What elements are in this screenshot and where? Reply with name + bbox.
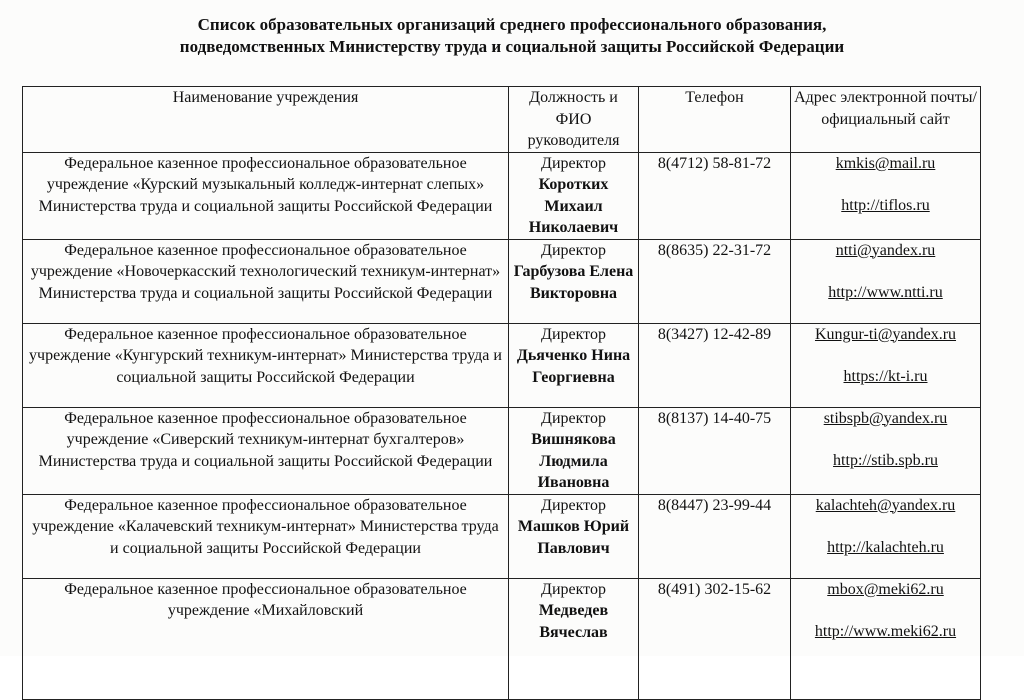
- website-link[interactable]: http://tiflos.ru: [841, 197, 930, 214]
- email-link[interactable]: ntti@yandex.ru: [835, 241, 936, 259]
- table-row: [23, 407, 981, 494]
- header-phone: Телефон: [639, 87, 791, 153]
- institution-name: Федеральное казенное профессиональное образовательное учреждение «Сиверский техникум-интернат бухгалтеров» Министерства труда и социальной защиты Российской Федерации: [23, 407, 509, 494]
- institution-name: Федеральное казенное профессиональное образовательное учреждение «Новочеркасский технологический техникум-интернат» Министерства труда и социальной защиты Российской Федерации: [23, 239, 509, 323]
- phone-number: 8(4712) 58-81-72: [639, 152, 791, 239]
- head-position: Директор: [541, 241, 606, 259]
- header-institution-name: Наименование учреждения: [23, 87, 509, 153]
- website-link[interactable]: http://www.meki62.ru: [814, 623, 957, 640]
- website-link[interactable]: http://www.ntti.ru: [828, 284, 943, 301]
- contacts-cell: [791, 323, 981, 407]
- head-cell: [509, 323, 639, 407]
- institution-name: Федеральное казенное профессиональное образовательное учреждение «Кунгурский техникум-интернат» Министерства труда и социальной защиты Российской Федерации: [23, 323, 509, 407]
- head-fio: Медведев Вячеслав: [538, 602, 609, 641]
- institution-name: Федеральное казенное профессиональное образовательное учреждение «Калачевский техникум-интернат» Министерства труда и социальной защиты Российской Федерации: [23, 494, 509, 578]
- organizations-table: [22, 86, 981, 700]
- title-line-2: подведомственных Министерству труда и социальной защиты Российской Федерации: [179, 37, 845, 56]
- table-header-row: [23, 87, 981, 153]
- contacts-cell: [791, 152, 981, 239]
- institution-name: Федеральное казенное профессиональное образовательное учреждение «Курский музыкальный колледж-интернат слепых» Министерства труда и социальной защиты Российской Федерации: [23, 152, 509, 239]
- contacts-cell: [791, 578, 981, 699]
- head-cell: [509, 152, 639, 239]
- contacts-cell: [791, 239, 981, 323]
- head-fio: Гарбузова Елена Викторовна: [513, 263, 634, 302]
- table-row: [23, 578, 981, 699]
- head-cell: [509, 407, 639, 494]
- head-fio: Дьяченко Нина Георгиевна: [516, 347, 631, 386]
- website-link[interactable]: http://kalachteh.ru: [827, 539, 944, 556]
- header-position-fio: Должность и ФИО руководителя: [509, 87, 639, 153]
- head-position: Директор: [541, 409, 606, 427]
- head-cell: [509, 578, 639, 699]
- table-row: [23, 323, 981, 407]
- institution-name: Федеральное казенное профессиональное образовательное учреждение «Михайловский: [23, 578, 509, 699]
- head-cell: [509, 494, 639, 578]
- website-link[interactable]: https://kt-i.ru: [843, 368, 928, 385]
- document-title: [0, 14, 1024, 58]
- table-row: [23, 239, 981, 323]
- title-line-1: Список образовательных организаций среднего профессионального образования,: [197, 15, 827, 34]
- email-link[interactable]: kalachteh@yandex.ru: [815, 496, 956, 514]
- table-row: [23, 152, 981, 239]
- phone-number: 8(491) 302-15-62: [639, 578, 791, 699]
- phone-number: 8(3427) 12-42-89: [639, 323, 791, 407]
- head-position: Директор: [541, 325, 606, 343]
- email-link[interactable]: stibspb@yandex.ru: [823, 409, 948, 427]
- head-position: Директор: [541, 496, 606, 514]
- header-email-site: Адрес электронной почты/ официальный сайт: [791, 87, 981, 153]
- head-cell: [509, 239, 639, 323]
- contacts-cell: [791, 494, 981, 578]
- website-link[interactable]: http://stib.spb.ru: [833, 452, 938, 469]
- head-fio: Машков Юрий Павлович: [517, 518, 630, 557]
- table-row: [23, 494, 981, 578]
- contacts-cell: [791, 407, 981, 494]
- head-fio: Вишнякова Людмила Ивановна: [531, 431, 616, 491]
- email-link[interactable]: kmkis@mail.ru: [835, 154, 936, 172]
- phone-number: 8(8635) 22-31-72: [639, 239, 791, 323]
- email-link[interactable]: mbox@meki62.ru: [827, 580, 944, 598]
- phone-number: 8(8447) 23-99-44: [639, 494, 791, 578]
- head-position: Директор: [541, 154, 606, 172]
- head-position: Директор: [541, 580, 606, 598]
- email-link[interactable]: Kungur-ti@yandex.ru: [814, 325, 957, 343]
- head-fio: Коротких Михаил Николаевич: [528, 176, 619, 236]
- phone-number: 8(8137) 14-40-75: [639, 407, 791, 494]
